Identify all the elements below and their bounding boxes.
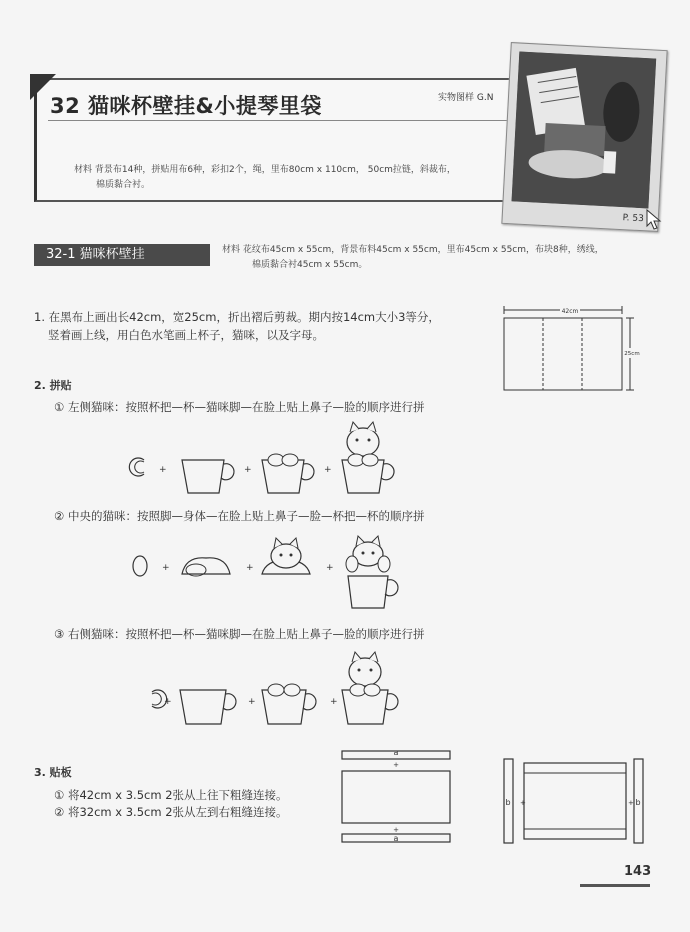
project-materials-line2: 棉质黏合衬。: [96, 180, 151, 190]
step3a-text: ① 将42cm x 3.5cm 2张从上往下粗缝连接。: [54, 788, 288, 802]
border-strips-vertical-diagram: [500, 755, 648, 847]
cup-with-paws-shape: [262, 460, 304, 493]
project-materials-line1: 材料 背景布14种，拼贴用布6种，彩扣2个，绳，里布80cm x 110cm， 50cm拉链，斜裁布，: [74, 165, 456, 175]
panel-dimension-diagram: [500, 302, 640, 396]
plus-sign: +: [520, 799, 526, 807]
step2a-text: ① 左侧猫咪：按照杯把—杯—猫咪脚—在脸上贴上鼻子—脸的顺序进行拼: [54, 400, 425, 414]
strip-a-top-label: a: [393, 748, 399, 757]
plus-sign: +: [162, 563, 170, 573]
photo-image: [512, 51, 657, 208]
border-strips-horizontal-diagram: [338, 747, 456, 845]
step1-text-line2: 竖着画上线，用白色水笔画上杯子，猫咪，以及字母。: [48, 328, 324, 342]
plus-sign: +: [330, 697, 338, 707]
title-divider: [48, 120, 508, 121]
step3b-text: ② 将32cm x 3.5cm 2张从左到右粗缝连接。: [54, 805, 288, 819]
cup-with-paws-shape: [262, 690, 306, 724]
plus-sign: +: [393, 826, 399, 834]
step2b-text: ② 中央的猫咪：按照脚—身体—在脸上贴上鼻子—脸—杯把—杯的顺序拼: [54, 509, 425, 523]
strip-b-left-label: b: [505, 798, 511, 807]
plus-sign: +: [628, 799, 634, 807]
plus-sign: +: [244, 465, 252, 475]
strip-a-bottom-label: a: [393, 834, 399, 843]
complete-cat-cup-shape: [348, 576, 388, 608]
section-title: 32-1 猫咪杯壁挂: [34, 244, 210, 266]
section-materials: [222, 243, 642, 273]
cat-face-shape: [271, 544, 301, 568]
page-number: 143: [624, 864, 652, 879]
plus-sign: +: [159, 465, 167, 475]
plus-sign: +: [246, 563, 254, 573]
section-materials-line1: 材料 花纹布45cm x 55cm，背景布料45cm x 55cm，里布45cm x 55cm，布块8种，绣线，: [222, 245, 604, 255]
project-photo: [501, 42, 667, 232]
step2c-text: ③ 右侧猫咪：按照杯把—杯—猫咪脚—在脸上贴上鼻子—脸的顺序进行拼: [54, 627, 425, 641]
left-cat-assembly-diagram: [126, 420, 416, 500]
right-cat-assembly-diagram: [126, 650, 416, 732]
center-cat-assembly-diagram: [126, 530, 416, 612]
project-materials: [74, 163, 504, 193]
paw-shape: [133, 556, 147, 576]
strip-b-right-label: b: [635, 798, 641, 807]
step3-heading: 3. 贴板: [34, 766, 72, 779]
diagram1-width-label: 42cm: [561, 308, 579, 315]
plus-sign: +: [393, 761, 399, 769]
cup-shape: [182, 460, 224, 493]
step2-heading: 2. 拼贴: [34, 379, 72, 392]
page-number-rule: [580, 884, 650, 887]
photo-page-reference: P. 53: [622, 213, 645, 225]
photo-illustration: [512, 51, 657, 208]
page-title: 32 猫咪杯壁挂&小提琴里袋: [50, 94, 322, 118]
credit-label: 实物图样 G.N: [438, 93, 494, 103]
step1-text-line1: 1. 在黑布上画出长42cm，宽25cm，折出褶后剪裁。期内按14cm大小3等分，: [34, 310, 440, 324]
plus-sign: +: [324, 465, 332, 475]
cursor-arrow-icon: [645, 208, 665, 232]
plus-sign: +: [164, 697, 172, 707]
complete-cat-cup-shape: [342, 690, 388, 724]
cup-shape: [180, 690, 226, 724]
plus-sign: +: [248, 697, 256, 707]
section-materials-line2: 棉质黏合衬45cm x 55cm。: [252, 260, 368, 270]
diagram1-height-label: 25cm: [624, 351, 640, 357]
plus-sign: +: [326, 563, 334, 573]
complete-cat-cup-shape: [342, 460, 384, 493]
